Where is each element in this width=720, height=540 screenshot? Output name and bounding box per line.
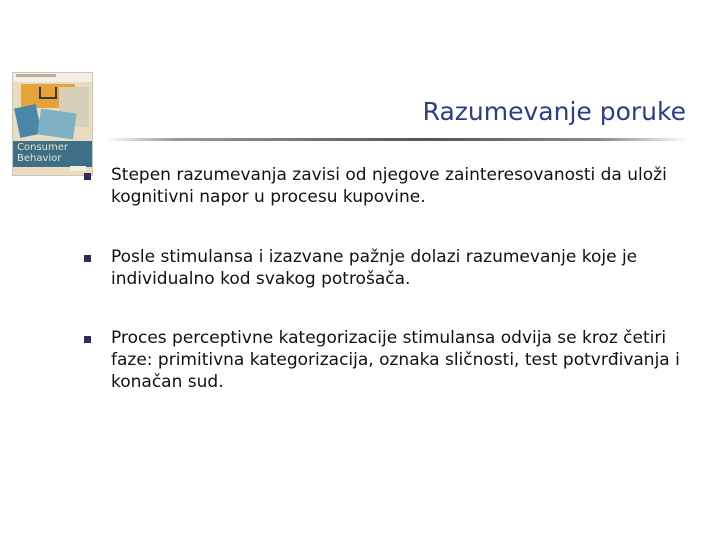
title-divider xyxy=(104,138,690,141)
cover-title-line-2: Behavior xyxy=(17,153,62,164)
book-cover-image xyxy=(12,72,93,176)
square-bullet-icon xyxy=(84,173,91,180)
cover-badge xyxy=(70,166,86,171)
cover-author-line xyxy=(16,74,56,77)
cover-art-panel xyxy=(37,109,76,140)
bullet-text: Posle stimulansa i izazvane pažnje dolazi razumevanje koje je individualno kod svakog potrošača. xyxy=(111,247,638,289)
slide-title: Razumevanje poruke xyxy=(422,97,686,126)
square-bullet-icon xyxy=(84,255,91,262)
bullet-text: Proces perceptivne kategorizacije stimulansa odvija se kroz četiri faze: primitivna kategorizacija, oznaka sličnosti, test potvrđivanja i konačan sud. xyxy=(111,328,680,392)
square-bullet-icon xyxy=(84,336,91,343)
shopping-cart-icon xyxy=(39,87,57,99)
cover-title-line-1: Consumer xyxy=(17,142,68,153)
bullet-text: Stepen razumevanja zavisi od njegove zainteresovanosti da uloži kognitivni napor u procesu kupovine. xyxy=(111,165,667,207)
